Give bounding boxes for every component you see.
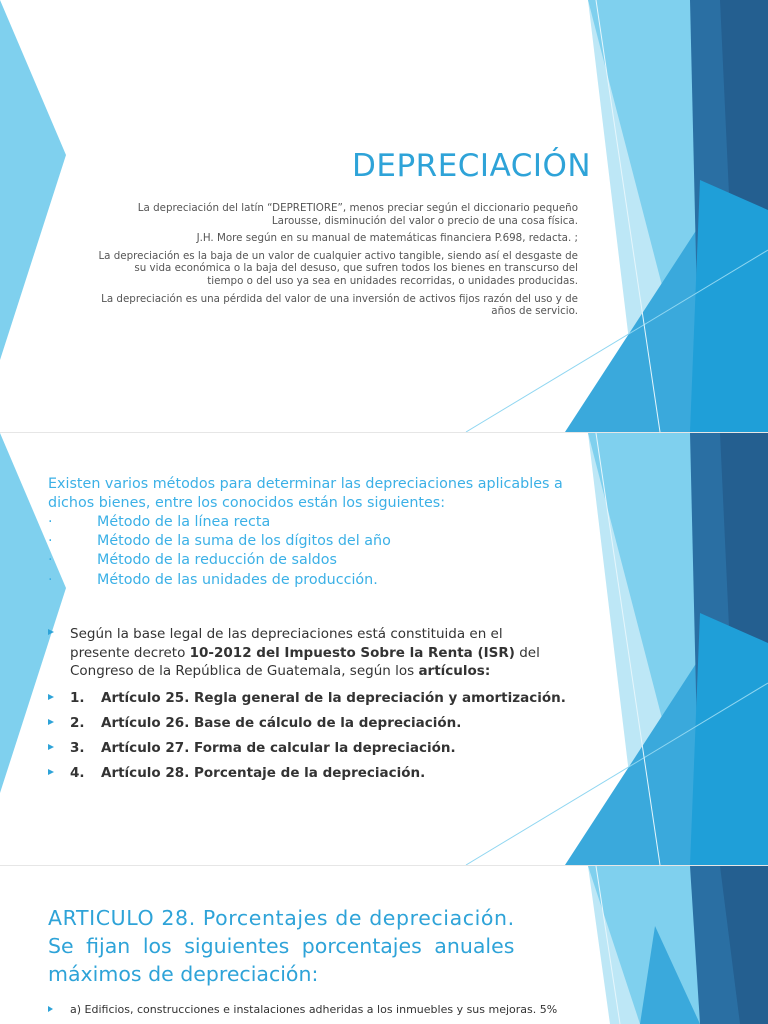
list-item [48,532,391,551]
bullet-dot: · [48,514,53,530]
method-label: Método de la reducción de saldos [97,552,337,569]
articles-word: artículos: [418,663,491,679]
legal-basis-paragraph [48,625,548,681]
slide-1-title: DEPRECIACIÓN [352,148,592,184]
article-item [48,740,548,756]
bullet-dot: · [48,552,53,569]
methods-intro-2 [48,494,578,513]
paragraph: La depreciación es la baja de un valor de cualquier activo tangible, siendo así el desgaste de su vida económica o la baja del desuso, que sufren todos los bienes en transcurso del tiempo o del uso ya sea en unidades recorridas, o unidades producidas. [98,249,578,287]
heading-line: Se fijan los siguientes porcentajes anuales [48,934,515,958]
article-number: 1. [70,689,85,706]
arrow-bullet-icon [48,769,54,775]
percentage-item [48,1002,578,1017]
article-28-heading [48,904,568,988]
list-item [48,551,391,570]
left-accent-triangle [0,0,66,360]
article-item [48,765,548,781]
method-label: Método de la línea recta [97,514,271,530]
method-label: Método de las unidades de producción. [97,571,378,588]
paragraph: J.H. More según en su manual de matemáticas financiera P.698, redacta. ; [196,232,578,245]
slide-2 [0,433,768,865]
heading-line: máximos de depreciación: [48,962,319,986]
slide-3 [0,866,768,1024]
intro-line: Existen varios métodos para determinar las depreciaciones aplicables a [48,476,563,492]
list-item [48,513,391,532]
paragraph: La depreciación es una pérdida del valor de una inversión de activos fijos razón del uso y de años de servicio. [101,292,578,318]
arrow-bullet-icon [48,719,54,725]
slide-1-body [96,202,578,323]
legal-text: Según la base legal de las depreciaciones está constituida en el presente decreto [70,626,503,661]
method-label: Método de la suma de los dígitos del año [97,533,391,550]
article-item [48,689,566,706]
intro-line: dichos bienes, entre los conocidos están los siguientes: [48,495,446,511]
article-text: Artículo 25. Regla general de la depreciación y amortización. [101,689,566,706]
arrow-bullet-icon [48,1006,53,1012]
heading-line: ARTICULO 28. Porcentajes de depreciación. [48,906,515,930]
bullet-dot: · [48,571,53,588]
article-number: 2. [70,714,85,731]
methods-intro [48,475,578,494]
article-text: Artículo 26. Base de cálculo de la depreciación. [101,714,462,731]
article-number: 3. [70,740,85,757]
list-item [48,571,391,590]
percentage-item-text: a) Edificios, construcciones e instalaciones adheridas a los inmuebles y sus mejoras. 5% [70,1003,558,1016]
article-number: 4. [70,765,85,782]
article-item [48,715,548,731]
bullet-dot: · [48,533,53,550]
arrow-bullet-icon [48,629,54,635]
right-panel-bright-triangle [690,180,768,432]
slide-1 [0,0,768,432]
legal-text: del Congreso de la República de Guatemala, según los [70,644,540,679]
methods-list [48,513,391,590]
right-panel-bright-triangle [690,613,768,865]
paragraph: La depreciación del latín “DEPRETIORE”, menos preciar según el diccionario pequeño Larousse, disminución del valor o precio de una cosa física. [137,202,578,227]
article-text: Artículo 28. Porcentaje de la depreciación. [101,765,426,782]
arrow-bullet-icon [48,744,54,750]
decree-name: 10-2012 del Impuesto Sobre la Renta (ISR) [189,644,515,661]
arrow-bullet-icon [48,694,54,700]
legal-basis-list [48,625,566,791]
article-text: Artículo 27. Forma de calcular la depreciación. [101,740,456,757]
